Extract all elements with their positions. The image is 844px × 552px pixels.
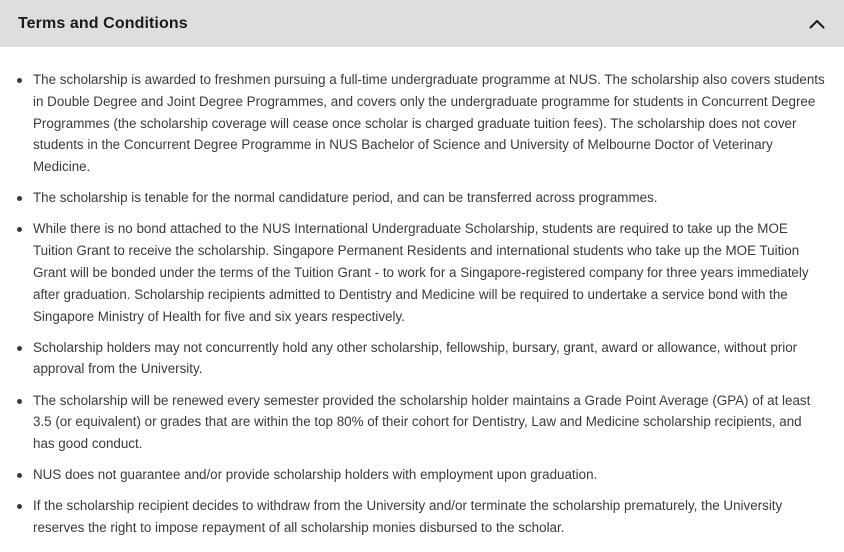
list-item: Scholarship holders may not concurrently hold any other scholarship, fellowship, bursary, grant, award or allowance, without prior approval from the University. — [15, 337, 826, 381]
accordion-header[interactable] — [0, 0, 844, 47]
terms-list — [15, 69, 826, 539]
list-item: If the scholarship recipient decides to withdraw from the University and/or terminate the scholarship prematurely, the University reserves the right to impose repayment of all scholarship monies disbursed to the scholar. — [15, 495, 826, 539]
list-item: NUS does not guarantee and/or provide scholarship holders with employment upon graduation. — [15, 464, 826, 486]
list-item: While there is no bond attached to the NUS International Undergraduate Scholarship, students are required to take up the MOE Tuition Grant to receive the scholarship. Singapore Permanent Residents and international students who take up the MOE Tuition Grant will be bonded under the terms of the Tuition Grant - to work for a Singapore-registered company for three years immediately after graduation. Scholarship recipients admitted to Dentistry and Medicine will be required to undertake a service bond with the Singapore Ministry of Health for five and six years respectively. — [15, 218, 826, 327]
chevron-up-icon[interactable] — [808, 15, 826, 33]
chevron-up-icon-svg — [809, 19, 825, 29]
list-item: The scholarship is awarded to freshmen pursuing a full-time undergraduate programme at NUS. The scholarship also covers students in Double Degree and Joint Degree Programmes, and covers only the undergraduate programme for students in Concurrent Degree Programmes (the scholarship coverage will cease once scholar is charged graduate tuition fees). The scholarship does not cover students in the Concurrent Degree Programme in NUS Bachelor of Science and University of Melbourne Doctor of Veterinary Medicine. — [15, 69, 826, 178]
accordion-body — [0, 47, 844, 539]
list-item: The scholarship will be renewed every semester provided the scholarship holder maintains a Grade Point Average (GPA) of at least 3.5 (or equivalent) or grades that are within the top 80% of their cohort for Dentistry, Law and Medicine scholarship recipients, and has good conduct. — [15, 390, 826, 455]
accordion-title: Terms and Conditions — [18, 14, 188, 32]
list-item: The scholarship is tenable for the normal candidature period, and can be transferred across programmes. — [15, 187, 826, 209]
